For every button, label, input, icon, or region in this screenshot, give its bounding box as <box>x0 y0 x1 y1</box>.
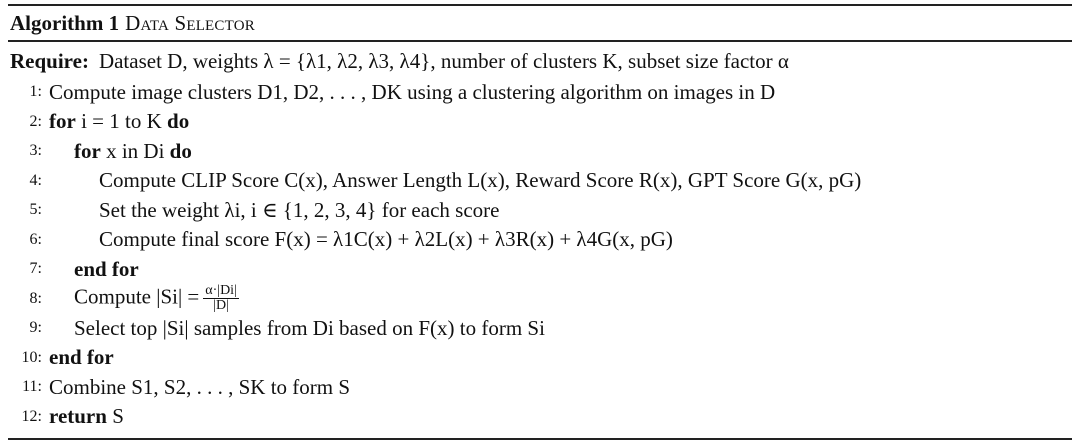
line-number: 2: <box>29 112 42 130</box>
line-keyword-end: do <box>169 138 192 163</box>
line-number: 12: <box>21 407 42 425</box>
line-keyword: end for <box>74 256 139 281</box>
line-keyword: for <box>74 138 101 163</box>
line-keyword: end for <box>49 345 114 370</box>
line-text: Select top |Si| samples from Di based on F(x) to form Si <box>74 315 545 340</box>
line-number: 4: <box>29 171 42 189</box>
line-content <box>49 316 545 341</box>
line-content <box>49 227 673 252</box>
fraction <box>203 284 239 313</box>
line-text: Compute |Si| = <box>74 284 200 309</box>
line-number: 1: <box>29 83 42 101</box>
line-content <box>49 168 861 193</box>
algorithm-lines <box>8 78 1072 432</box>
line-number: 10: <box>21 348 42 366</box>
algorithm-line <box>8 343 1072 373</box>
algorithm-line <box>8 373 1072 403</box>
require-keyword: Require: <box>10 49 89 73</box>
line-number: 3: <box>29 142 42 160</box>
require-text: Dataset D, weights λ = {λ1, λ2, λ3, λ4}, number of clusters K, subset size factor α <box>98 49 789 73</box>
algorithm-line <box>8 284 1072 314</box>
line-keyword: for <box>49 109 76 134</box>
bottom-rule <box>8 438 1072 440</box>
fraction-denominator: |D| <box>213 298 229 314</box>
line-number: 11: <box>22 378 42 396</box>
line-number: 9: <box>29 319 42 337</box>
algorithm-line <box>8 196 1072 226</box>
line-content <box>49 404 124 429</box>
line-text: x in Di <box>106 138 165 163</box>
line-text: Compute image clusters D1, D2, . . . , DK using a clustering algorithm on images in D <box>49 79 776 104</box>
algorithm-line <box>8 225 1072 255</box>
algorithm-box <box>8 4 1072 440</box>
algorithm-line <box>8 402 1072 432</box>
line-content <box>49 109 189 134</box>
algorithm-line <box>8 107 1072 137</box>
line-content <box>49 139 192 164</box>
line-text: Compute final score F(x) = λ1C(x) + λ2L(x) + λ3R(x) + λ4G(x, pG) <box>99 227 673 252</box>
algorithm-number: Algorithm 1 <box>10 10 120 35</box>
algorithm-title: Data Selector <box>125 10 255 35</box>
line-content <box>49 80 775 105</box>
line-text: Combine S1, S2, . . . , SK to form S <box>49 374 351 399</box>
line-number: 6: <box>29 230 42 248</box>
line-content <box>49 375 350 400</box>
algorithm-line <box>8 166 1072 196</box>
header-rule <box>8 40 1072 42</box>
line-text: i = 1 to K <box>81 109 162 134</box>
line-content <box>49 198 499 223</box>
algorithm-line <box>8 137 1072 167</box>
algorithm-header <box>8 6 1072 40</box>
line-number: 5: <box>29 201 42 219</box>
algorithm-line <box>8 314 1072 344</box>
line-keyword: return <box>49 404 107 429</box>
line-number: 7: <box>29 260 42 278</box>
line-number: 8: <box>29 289 42 307</box>
line-keyword-end: do <box>167 109 190 134</box>
fraction-numerator: α·|Di| <box>205 283 237 299</box>
line-content <box>49 284 239 313</box>
line-content <box>49 257 139 282</box>
line-text: Set the weight λi, i ∈ {1, 2, 3, 4} for each score <box>99 197 500 222</box>
algorithm-line <box>8 255 1072 285</box>
require-line <box>8 46 1072 78</box>
line-text: S <box>112 404 124 429</box>
line-content <box>49 345 114 370</box>
line-text: Compute CLIP Score C(x), Answer Length L(x), Reward Score R(x), GPT Score G(x, pG) <box>99 168 862 193</box>
algorithm-line <box>8 78 1072 108</box>
